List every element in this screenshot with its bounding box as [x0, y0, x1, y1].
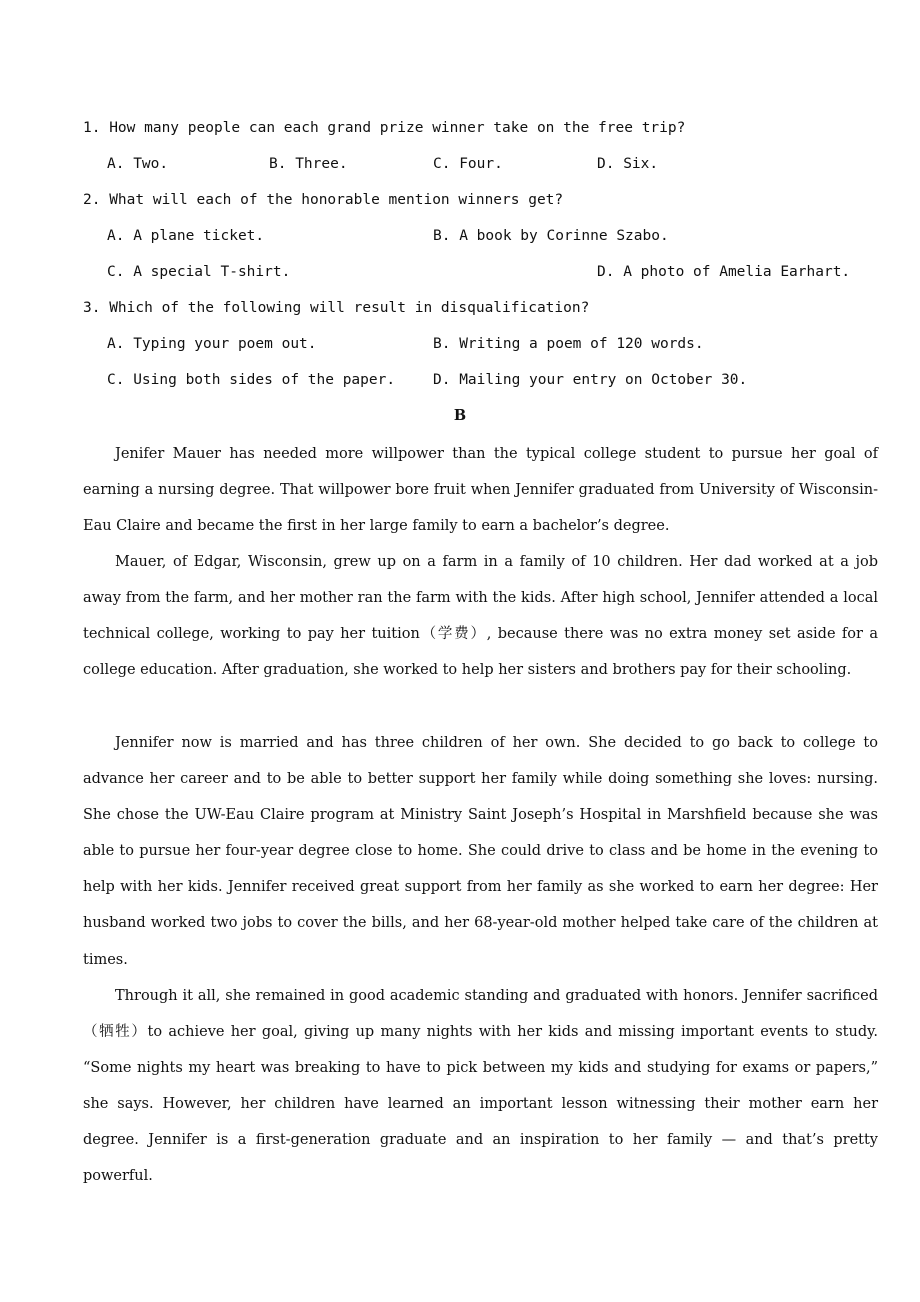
- question-2-option-d: D. A photo of Amelia Earhart.: [597, 264, 851, 280]
- question-2-stem: 2. What will each of the honorable mention winners get?: [83, 192, 564, 208]
- paragraph-text: Jennifer now is married and has three children of her own. She decided to go back to college to advance her career and to be able to better support her family while doing something she loves: nursing. She chose the UW-Eau Claire program at Ministry Saint Joseph’s Hospital in Marshfield because she was able to pursue her four-year degree close to home. She could drive to class and be home in the evening to help with her kids. Jennifer received great support from her family as she worked to earn her degree: Her husband worked two jobs to cover the bills, and her 68-year-old mother helped take care of the children at times.: [83, 735, 878, 968]
- question-2-option-c: C. A special T-shirt.: [107, 264, 291, 280]
- question-3-option-c: C. Using both sides of the paper.: [107, 372, 396, 388]
- question-3-option-b: B. Writing a poem of 120 words.: [433, 336, 704, 352]
- question-1-option-b: B. Three.: [269, 156, 348, 172]
- question-2-option-a: A. A plane ticket.: [107, 228, 265, 244]
- question-1-option-c: C. Four.: [433, 156, 503, 172]
- question-3-stem: 3. Which of the following will result in disqualification?: [83, 300, 590, 316]
- question-3-option-d: D. Mailing your entry on October 30.: [433, 372, 748, 388]
- passage-paragraph-3: [83, 725, 878, 978]
- section-label: B: [453, 407, 467, 424]
- question-3-option-a: A. Typing your poem out.: [107, 336, 317, 352]
- passage-paragraph-2: [83, 544, 878, 688]
- question-1-option-d: D. Six.: [597, 156, 659, 172]
- passage-paragraph-4: [83, 978, 878, 1195]
- paragraph-text: Jenifer Mauer has needed more willpower than the typical college student to pursue her goal of earning a nursing degree. That willpower bore fruit when Jennifer graduated from University of Wisconsin-Eau Claire and became the first in her large family to earn a bachelor’s degree.: [83, 446, 878, 535]
- question-1-stem: 1. How many people can each grand prize winner take on the free trip?: [83, 120, 686, 136]
- question-1-option-a: A. Two.: [107, 156, 169, 172]
- passage-paragraph-1: [83, 436, 878, 544]
- paragraph-text: Through it all, she remained in good academic standing and graduated with honors. Jennifer sacrificed（牺牲）to achieve her goal, giving up many nights with her kids and missing important events to study. “Some nights my heart was breaking to have to pick between my kids and studying for exams or papers,” she says. However, her children have learned an important lesson witnessing their mother earn her degree. Jennifer is a first-generation graduate and an inspiration to her family — and that’s pretty powerful.: [83, 988, 878, 1185]
- question-2-option-b: B. A book by Corinne Szabo.: [433, 228, 669, 244]
- paragraph-text: Mauer, of Edgar, Wisconsin, grew up on a farm in a family of 10 children. Her dad worked at a job away from the farm, and her mother ran the farm with the kids. After high school, Jennifer attended a local technical college, working to pay her tuition（学费）, because there was no extra money set aside for a college education. After graduation, she worked to help her sisters and brothers pay for their schooling.: [83, 554, 878, 679]
